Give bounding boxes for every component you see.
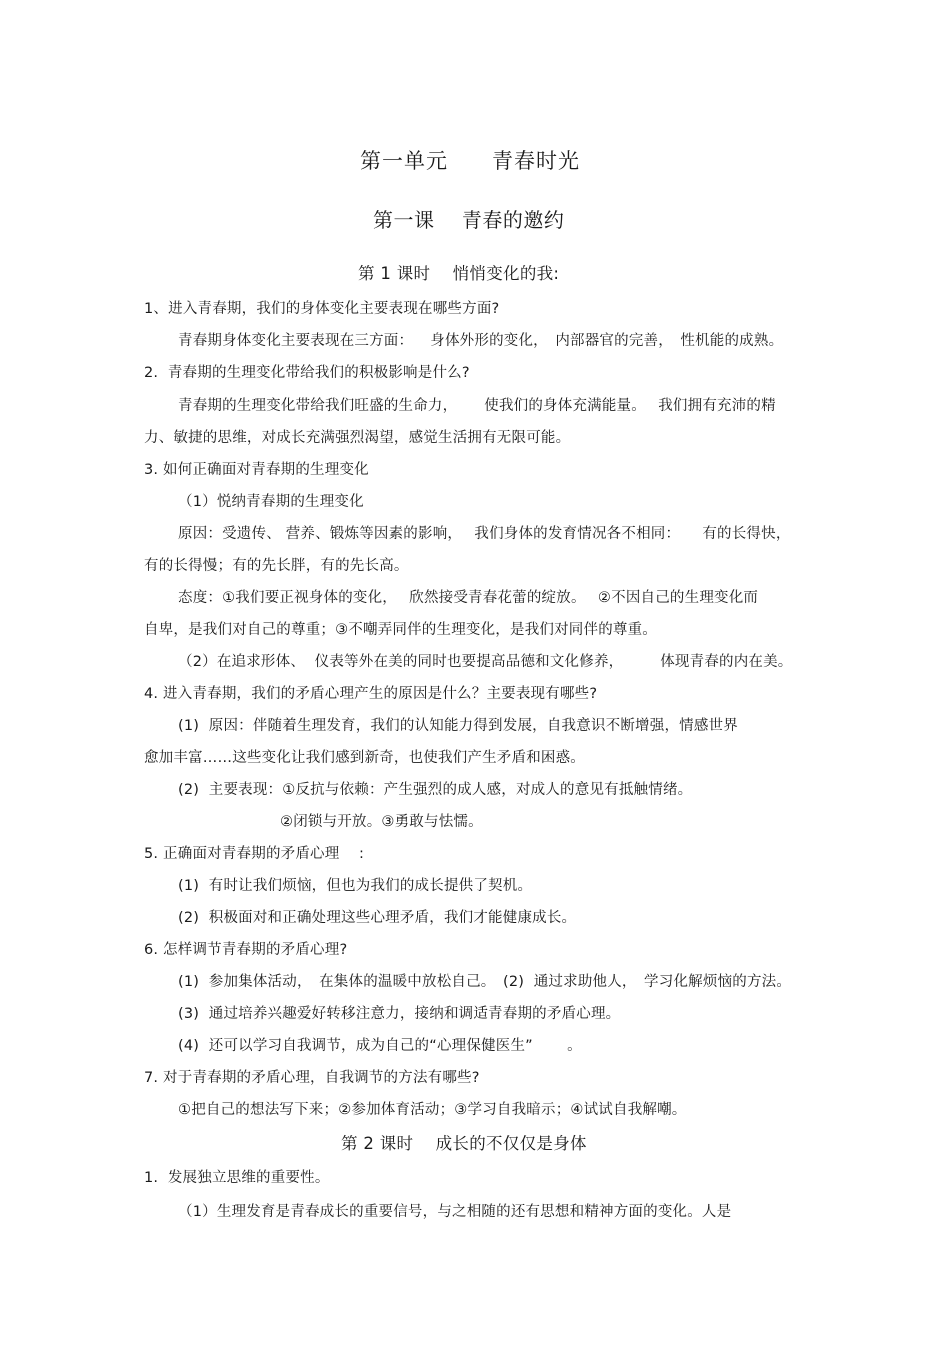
- answer-3-sub-1: （1）悦纳青春期的生理变化: [178, 494, 364, 510]
- answer-4-reason-line-1: (1) 原因：伴随着生理发育，我们的认知能力得到发展，自我意识不断增强，情感世界: [178, 718, 738, 734]
- answer-7: ①把自己的想法写下来；②参加体育活动；③学习自我暗示；④试试自我解嘲。: [178, 1102, 687, 1118]
- section-2-answer-1-line-1: （1）生理发育是青春成长的重要信号，与之相随的还有思想和精神方面的变化。人是: [178, 1204, 732, 1220]
- period-1-title: 第 1 课时 悄悄变化的我:: [358, 264, 560, 283]
- answer-5-item-1: (1) 有时让我们烦恼，但也为我们的成长提供了契机。: [178, 878, 533, 894]
- question-2: 2. 青春期的生理变化带给我们的积极影响是什么?: [144, 365, 470, 381]
- answer-4-manifest-line-2: ②闭锁与开放。③勇敢与怯懦。: [280, 814, 483, 830]
- answer-2-line-2: 力、敏捷的思维，对成长充满强烈渴望，感觉生活拥有无限可能。: [144, 430, 571, 446]
- answer-5-item-2: (2) 积极面对和正确处理这些心理矛盾，我们才能健康成长。: [178, 910, 577, 926]
- question-4: 4. 进入青春期，我们的矛盾心理产生的原因是什么？主要表现有哪些?: [144, 686, 598, 702]
- answer-6-item-3: (3) 通过培养兴趣爱好转移注意力，接纳和调适青春期的矛盾心理。: [178, 1006, 621, 1022]
- question-6: 6. 怎样调节青春期的矛盾心理?: [144, 942, 348, 958]
- answer-6-items-1-2: (1) 参加集体活动， 在集体的温暖中放松自己。 (2) 通过求助他人， 学习化解烦恼的方法。: [178, 974, 792, 990]
- answer-6-item-4: (4) 还可以学习自我调节，成为自己的“心理保健医生” 。: [178, 1038, 582, 1054]
- answer-2-line-1: 青春期的生理变化带给我们旺盛的生命力， 使我们的身体充满能量。 我们拥有充沛的精: [178, 398, 776, 414]
- answer-3-attitude-line-1: 态度：①我们要正视身体的变化， 欣然接受青春花蕾的绽放。 ②不因自己的生理变化而: [178, 590, 759, 606]
- section-2-question-1: 1. 发展独立思维的重要性。: [144, 1170, 330, 1186]
- answer-3-reason-line-1: 原因：受遗传、 营养、锻炼等因素的影响， 我们身体的发育情况各不相同： 有的长得快，: [178, 526, 791, 542]
- period-2-title: 第 2 课时 成长的不仅仅是身体: [341, 1134, 587, 1153]
- question-5: 5. 正确面对青春期的矛盾心理 :: [144, 846, 365, 862]
- unit-title: 第一单元 青春时光: [360, 149, 580, 173]
- answer-3-reason-line-2: 有的长得慢；有的先长胖，有的先长高。: [144, 558, 409, 574]
- answer-3-sub-2: （2）在追求形体、 仪表等外在美的同时也要提高品德和文化修养， 体现青春的内在美。: [178, 654, 793, 670]
- answer-4-reason-line-2: 愈加丰富……这些变化让我们感到新奇，也使我们产生矛盾和困惑。: [144, 750, 585, 766]
- lesson-title: 第一课 青春的邀约: [373, 208, 565, 232]
- question-1: 1、进入青春期，我们的身体变化主要表现在哪些方面?: [144, 301, 500, 317]
- answer-3-attitude-line-2: 自卑，是我们对自己的尊重；③不嘲弄同伴的生理变化，是我们对同伴的尊重。: [144, 622, 657, 638]
- question-3: 3. 如何正确面对青春期的生理变化: [144, 462, 369, 478]
- question-7: 7. 对于青春期的矛盾心理，自我调节的方法有哪些?: [144, 1070, 480, 1086]
- answer-4-manifest-line-1: (2) 主要表现：①反抗与依赖：产生强烈的成人感，对成人的意见有抵触情绪。: [178, 782, 693, 798]
- answer-1: 青春期身体变化主要表现在三方面： 身体外形的变化， 内部器官的完善， 性机能的成熟。: [178, 333, 784, 349]
